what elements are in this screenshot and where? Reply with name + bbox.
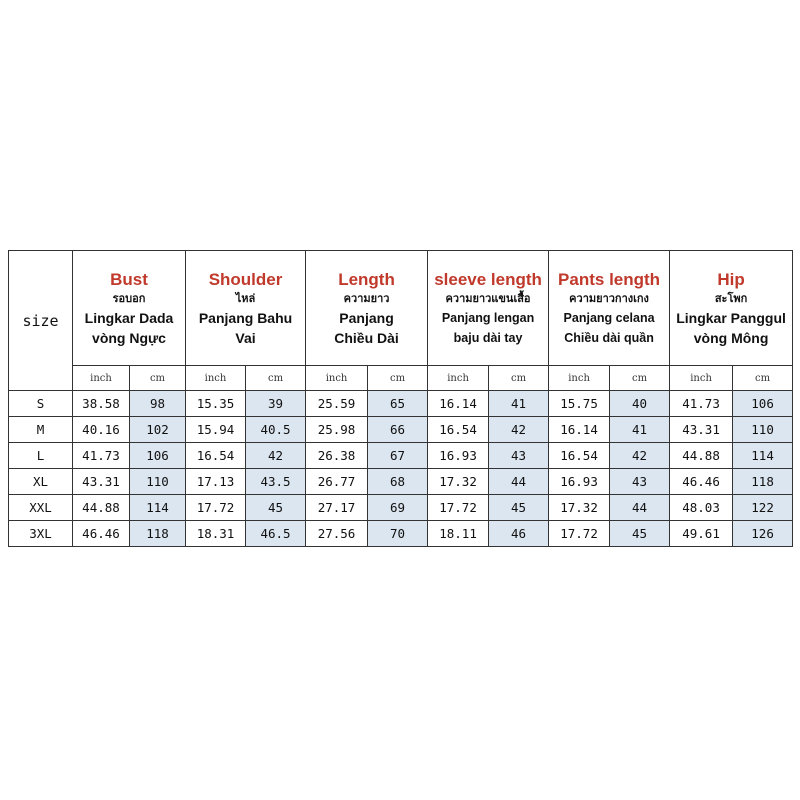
inch-value-cell: 17.32 <box>428 469 489 495</box>
cm-value-cell: 46.5 <box>246 521 306 547</box>
size-cell: XXL <box>9 495 73 521</box>
header-id: Lingkar Panggul <box>676 309 786 326</box>
inch-value-cell: 49.61 <box>670 521 733 547</box>
cm-value-cell: 40.5 <box>246 417 306 443</box>
inch-value-cell: 25.59 <box>306 391 368 417</box>
header-shoulder <box>186 251 306 366</box>
inch-value-cell: 17.32 <box>549 495 610 521</box>
header-th: รอบอก <box>112 292 146 305</box>
header-hip <box>670 251 793 366</box>
header-vi: Chiều dài quần <box>564 330 654 345</box>
header-length <box>306 251 428 366</box>
inch-value-cell: 15.35 <box>186 391 246 417</box>
cm-value-cell: 67 <box>368 443 428 469</box>
inch-value-cell: 26.38 <box>306 443 368 469</box>
units-row <box>9 366 793 391</box>
unit-cm: cm <box>368 366 428 391</box>
inch-value-cell: 41.73 <box>73 443 130 469</box>
cm-value-cell: 65 <box>368 391 428 417</box>
cm-value-cell: 43.5 <box>246 469 306 495</box>
cm-value-cell: 114 <box>733 443 793 469</box>
header-en: Hip <box>717 269 745 289</box>
unit-inch: inch <box>306 366 368 391</box>
unit-cm: cm <box>130 366 186 391</box>
size-cell: M <box>9 417 73 443</box>
inch-value-cell: 16.93 <box>428 443 489 469</box>
inch-value-cell: 46.46 <box>670 469 733 495</box>
cm-value-cell: 44 <box>489 469 549 495</box>
cm-value-cell: 42 <box>246 443 306 469</box>
header-th: สะโพก <box>714 292 748 305</box>
cm-value-cell: 45 <box>246 495 306 521</box>
cm-value-cell: 106 <box>733 391 793 417</box>
cm-value-cell: 39 <box>246 391 306 417</box>
inch-value-cell: 40.16 <box>73 417 130 443</box>
header-row <box>9 251 793 366</box>
inch-value-cell: 17.72 <box>428 495 489 521</box>
header-id: Panjang celana <box>563 310 655 325</box>
inch-value-cell: 48.03 <box>670 495 733 521</box>
inch-value-cell: 43.31 <box>670 417 733 443</box>
cm-value-cell: 118 <box>130 521 186 547</box>
unit-cm: cm <box>733 366 793 391</box>
unit-cm: cm <box>246 366 306 391</box>
size-cell: 3XL <box>9 521 73 547</box>
table-row <box>9 469 793 495</box>
cm-value-cell: 43 <box>610 469 670 495</box>
cm-value-cell: 102 <box>130 417 186 443</box>
size-cell: S <box>9 391 73 417</box>
inch-value-cell: 16.54 <box>428 417 489 443</box>
cm-value-cell: 106 <box>130 443 186 469</box>
table-row <box>9 417 793 443</box>
inch-value-cell: 17.13 <box>186 469 246 495</box>
inch-value-cell: 27.17 <box>306 495 368 521</box>
table-row <box>9 391 793 417</box>
inch-value-cell: 38.58 <box>73 391 130 417</box>
cm-value-cell: 45 <box>610 521 670 547</box>
inch-value-cell: 27.56 <box>306 521 368 547</box>
table-row <box>9 495 793 521</box>
header-th: ความยาว <box>343 292 390 305</box>
header-en: Shoulder <box>208 269 283 289</box>
header-vi: baju dài tay <box>453 330 523 345</box>
cm-value-cell: 43 <box>489 443 549 469</box>
inch-value-cell: 15.94 <box>186 417 246 443</box>
cm-value-cell: 110 <box>130 469 186 495</box>
cm-value-cell: 69 <box>368 495 428 521</box>
inch-value-cell: 44.88 <box>670 443 733 469</box>
table-row <box>9 521 793 547</box>
unit-inch: inch <box>73 366 130 391</box>
inch-value-cell: 41.73 <box>670 391 733 417</box>
header-bust <box>73 251 186 366</box>
header-id: Panjang <box>339 309 394 326</box>
header-th: ไหล่ <box>235 292 256 305</box>
inch-value-cell: 18.11 <box>428 521 489 547</box>
unit-cm: cm <box>489 366 549 391</box>
header-id: Lingkar Dada <box>84 309 174 326</box>
inch-value-cell: 16.14 <box>428 391 489 417</box>
inch-value-cell: 17.72 <box>186 495 246 521</box>
inch-value-cell: 16.54 <box>549 443 610 469</box>
size-cell: L <box>9 443 73 469</box>
inch-value-cell: 43.31 <box>73 469 130 495</box>
header-th: ความยาวกางเกง <box>569 292 649 305</box>
header-th: ความยาวแขนเสื้อ <box>445 292 531 305</box>
inch-value-cell: 16.93 <box>549 469 610 495</box>
cm-value-cell: 41 <box>489 391 549 417</box>
header-vi: vòng Ngực <box>92 329 166 346</box>
header-en: Pants length <box>558 269 661 289</box>
inch-value-cell: 25.98 <box>306 417 368 443</box>
inch-value-cell: 18.31 <box>186 521 246 547</box>
unit-inch: inch <box>549 366 610 391</box>
cm-value-cell: 118 <box>733 469 793 495</box>
header-pants-length <box>549 251 670 366</box>
size-cell: XL <box>9 469 73 495</box>
inch-value-cell: 17.72 <box>549 521 610 547</box>
header-sleeve-length <box>428 251 549 366</box>
inch-value-cell: 15.75 <box>549 391 610 417</box>
header-en: sleeve length <box>434 269 542 289</box>
cm-value-cell: 40 <box>610 391 670 417</box>
cm-value-cell: 110 <box>733 417 793 443</box>
cm-value-cell: 66 <box>368 417 428 443</box>
cm-value-cell: 68 <box>368 469 428 495</box>
unit-inch: inch <box>186 366 246 391</box>
header-id: Panjang Bahu <box>198 309 293 326</box>
unit-cm: cm <box>610 366 670 391</box>
header-vi: Vai <box>235 329 256 346</box>
header-vi: vòng Mông <box>693 329 769 346</box>
cm-value-cell: 44 <box>610 495 670 521</box>
cm-value-cell: 126 <box>733 521 793 547</box>
cm-value-cell: 46 <box>489 521 549 547</box>
unit-inch: inch <box>670 366 733 391</box>
cm-value-cell: 98 <box>130 391 186 417</box>
inch-value-cell: 44.88 <box>73 495 130 521</box>
unit-inch: inch <box>428 366 489 391</box>
table-row <box>9 443 793 469</box>
cm-value-cell: 45 <box>489 495 549 521</box>
cm-value-cell: 70 <box>368 521 428 547</box>
cm-value-cell: 122 <box>733 495 793 521</box>
size-header: size <box>9 251 73 391</box>
cm-value-cell: 42 <box>489 417 549 443</box>
cm-value-cell: 42 <box>610 443 670 469</box>
header-en: Length <box>338 269 395 289</box>
header-id: Panjang lengan <box>441 310 535 325</box>
size-chart-table <box>8 250 793 547</box>
header-vi: Chiều Dài <box>334 329 399 346</box>
cm-value-cell: 114 <box>130 495 186 521</box>
cm-value-cell: 41 <box>610 417 670 443</box>
inch-value-cell: 26.77 <box>306 469 368 495</box>
inch-value-cell: 16.54 <box>186 443 246 469</box>
data-rows <box>9 391 793 547</box>
header-en: Bust <box>110 269 148 289</box>
inch-value-cell: 46.46 <box>73 521 130 547</box>
inch-value-cell: 16.14 <box>549 417 610 443</box>
